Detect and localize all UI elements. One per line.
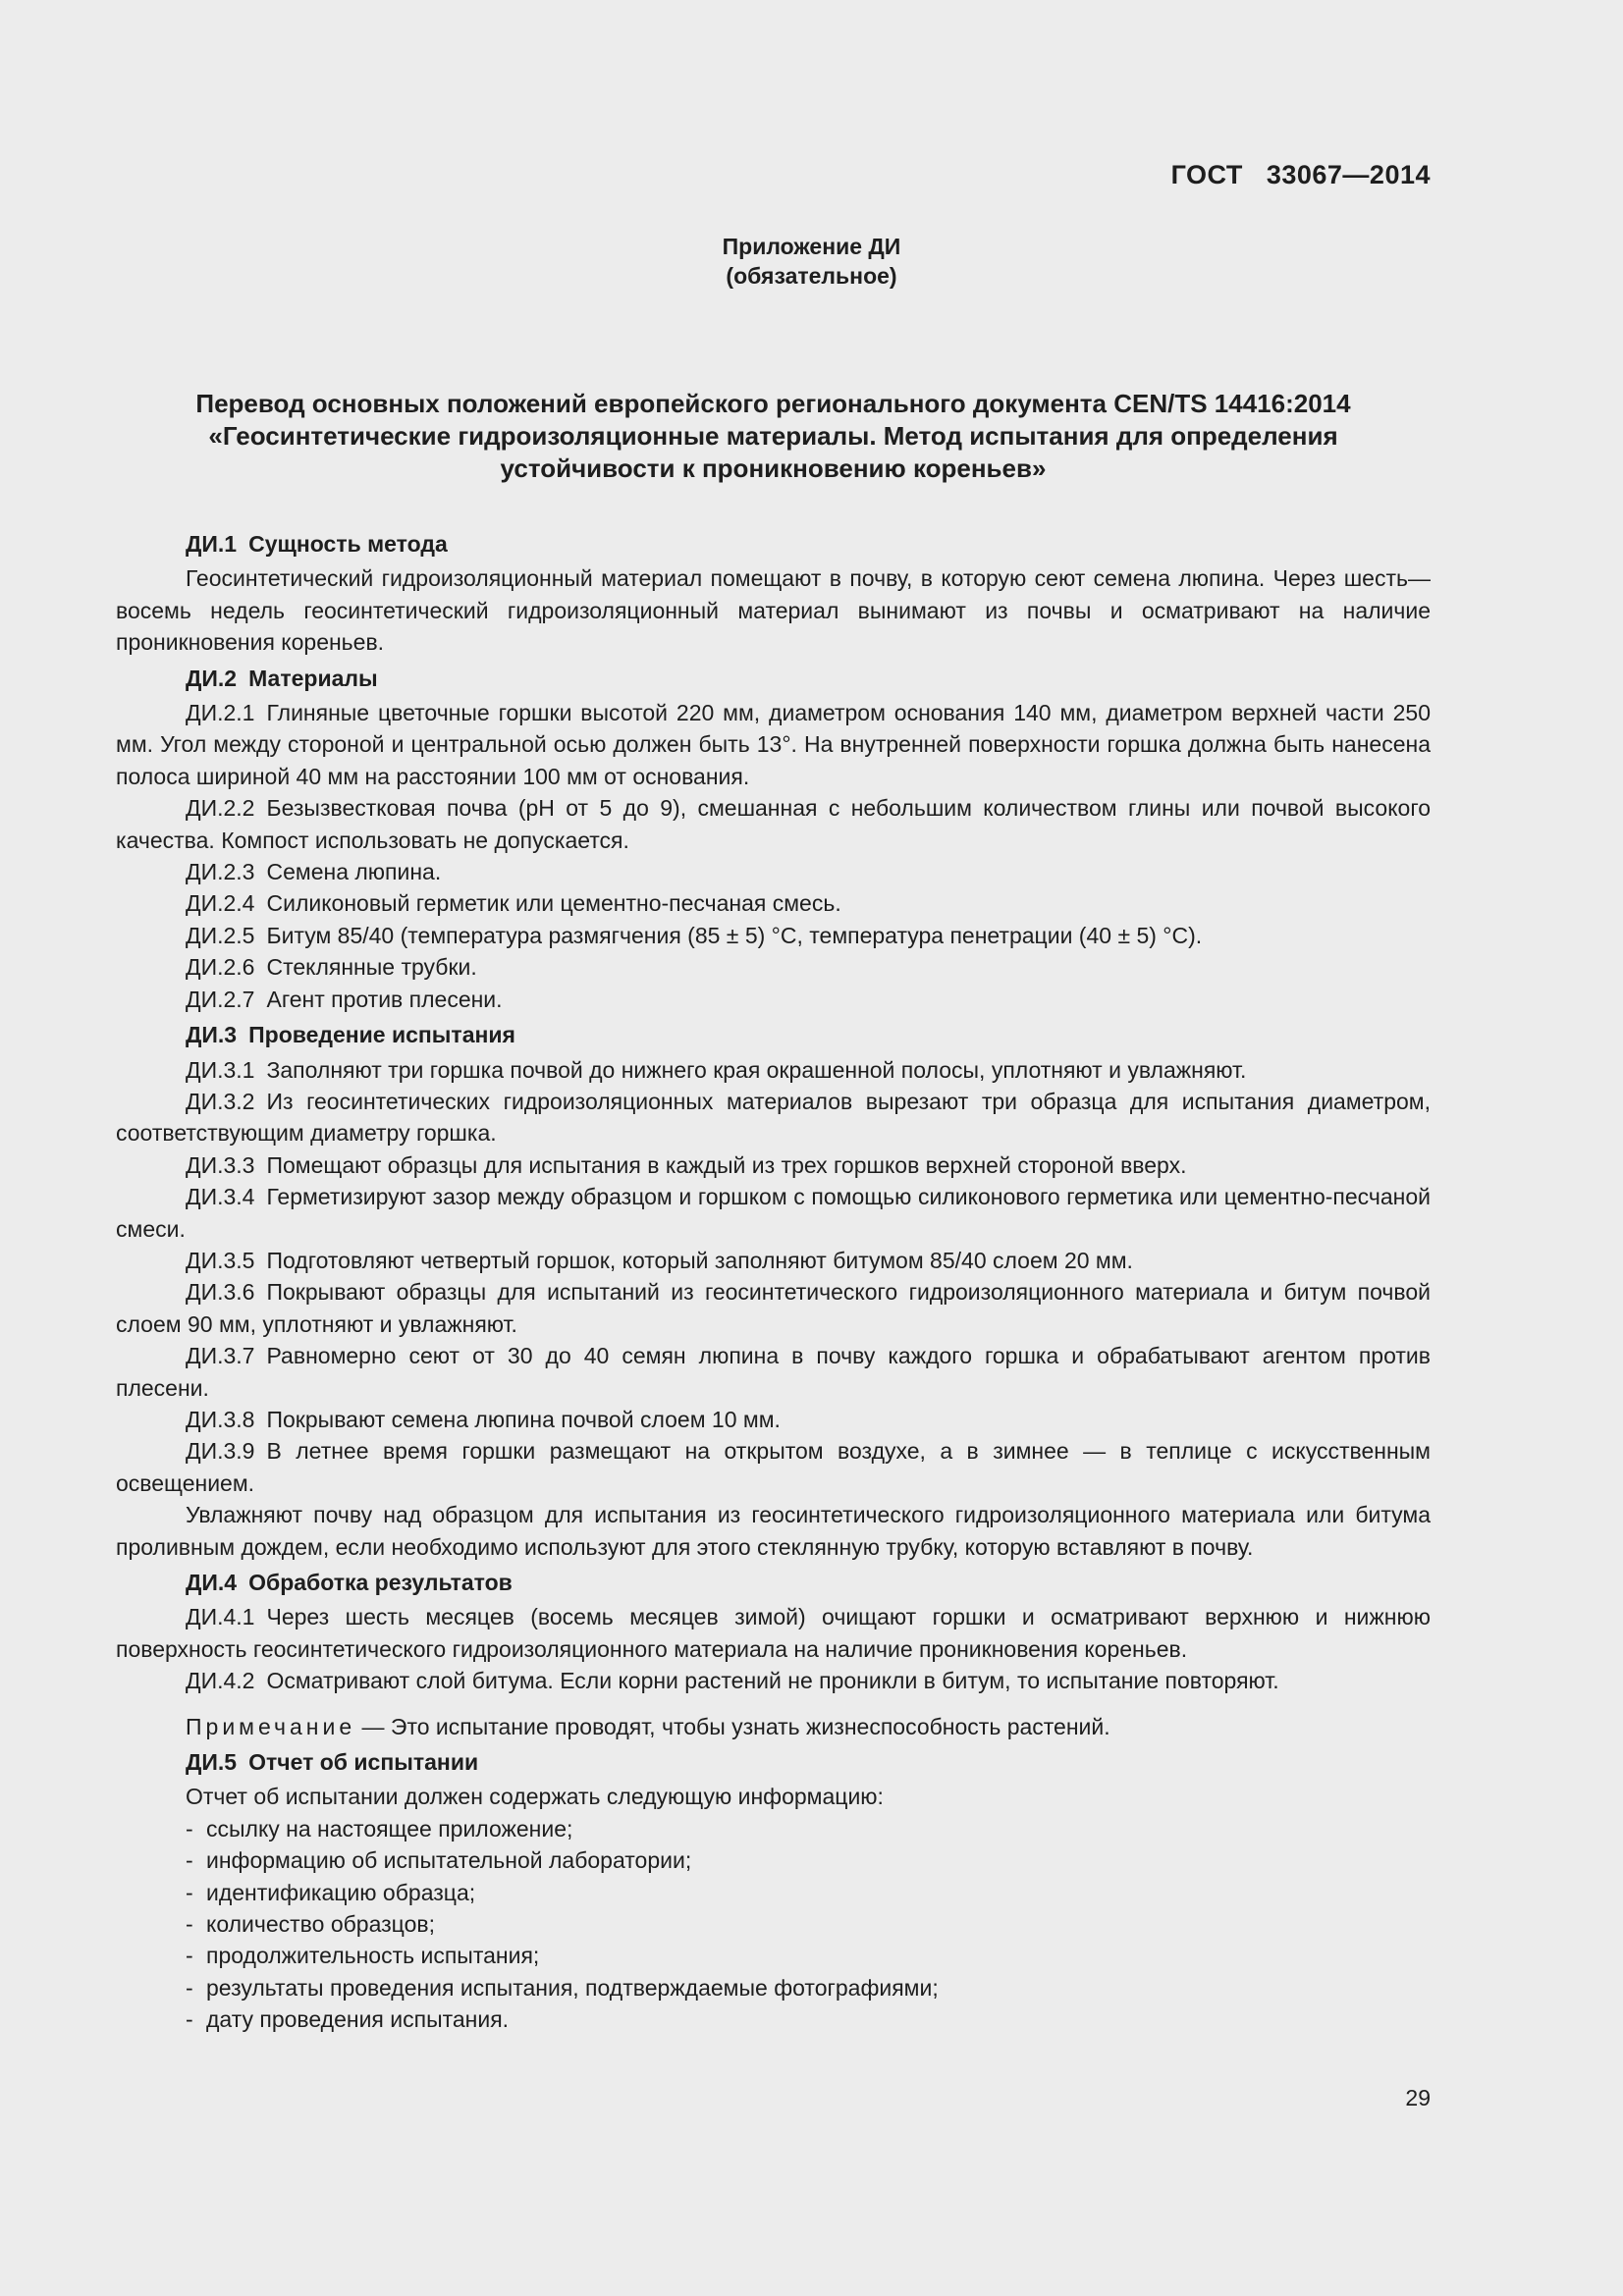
clause: ДИ.2.7 Агент против плесени. xyxy=(186,986,503,1012)
clause: ДИ.3.4 Герметизируют зазор между образцом и горшком с помощью силиконового герметика или цементно-песчаной смеси. xyxy=(116,1184,1431,1242)
clause: ДИ.3.6 Покрывают образцы для испытаний из геосинтетического гидроизоляционного материала и битум почвой слоем 90 мм, уплотняют и увлажняют. xyxy=(116,1279,1431,1337)
clause: ДИ.3.3 Помещают образцы для испытания в каждый из трех горшков верхней стороной вверх. xyxy=(186,1151,1187,1178)
list-item: - количество образцов; xyxy=(186,1911,435,1938)
section-heading: ДИ.3 Проведение испытания xyxy=(186,1022,515,1048)
clause: ДИ.3.7 Равномерно сеют от 30 до 40 семян люпина в почву каждого горшка и обрабатывают агентом против плесени. xyxy=(116,1343,1431,1401)
paragraph: Геосинтетический гидроизоляционный материал помещают в почву, в которую сеют семена люпина. Через шесть—восемь недель геосинтетический гидроизоляционный материал вынимают из почвы и осматривают на наличие проникновения кореньев. xyxy=(116,565,1431,656)
document-code: ГОСТ 33067—2014 xyxy=(1170,160,1431,189)
list-item: - продолжительность испытания; xyxy=(186,1943,540,1969)
clause: ДИ.3.9 В летнее время горшки размещают на открытом воздухе, а в зимнее — в теплице с искусственным освещением. xyxy=(116,1438,1431,1496)
clause: ДИ.2.1 Глиняные цветочные горшки высотой 220 мм, диаметром основания 140 мм, диаметром верхней части 250 мм. Угол между стороной и центральной осью должен быть 13°. На внутренней поверхности горшка должна быть нанесена полоса шириной 40 мм на расстоянии 100 мм от основания. xyxy=(116,700,1431,789)
title-line: устойчивости к проникновению кореньев» xyxy=(500,454,1047,483)
clause: ДИ.3.8 Покрывают семена люпина почвой слоем 10 мм. xyxy=(186,1406,781,1432)
list-item: - идентификацию образца; xyxy=(186,1879,476,1905)
list-item: - результаты проведения испытания, подтверждаемые фотографиями; xyxy=(186,1974,939,2001)
annex-heading xyxy=(0,232,1623,291)
clause: ДИ.2.2 Безызвестковая почва (pH от 5 до 9), смешанная с небольшим количеством глины или почвой высокого качества. Компост использовать не допускается. xyxy=(116,795,1431,853)
clause: ДИ.2.5 Битум 85/40 (температура размягчения (85 ± 5) °С, температура пенетрации (40 ± 5) °С). xyxy=(186,922,1203,948)
list-item: - информацию об испытательной лаборатории; xyxy=(186,1847,692,1874)
annex-title: Приложение ДИ xyxy=(722,234,901,259)
clause: ДИ.4.1 Через шесть месяцев (восемь месяцев зимой) очищают горшки и осматривают верхнюю и нижнюю поверхность геосинтетического гидроизоляционного материала на наличие проникновения кореньев. xyxy=(116,1604,1431,1662)
list-item: - ссылку на настоящее приложение; xyxy=(186,1815,573,1842)
clause: ДИ.3.1 Заполняют три горшка почвой до нижнего края окрашенной полосы, уплотняют и увлажняют. xyxy=(186,1056,1247,1083)
paragraph: Отчет об испытании должен содержать следующую информацию: xyxy=(186,1784,884,1810)
clause: ДИ.4.2 Осматривают слой битума. Если корни растений не проникли в битум, то испытание повторяют. xyxy=(186,1668,1279,1694)
title-line: «Геосинтетические гидроизоляционные материалы. Метод испытания для определения xyxy=(208,421,1338,451)
section-heading: ДИ.5 Отчет об испытании xyxy=(186,1749,479,1776)
title-line: Перевод основных положений европейского регионального документа CEN/TS 14416:2014 xyxy=(195,389,1351,418)
clause: ДИ.2.4 Силиконовый герметик или цементно-песчаная смесь. xyxy=(186,890,841,917)
paragraph: Увлажняют почву над образцом для испытания из геосинтетического гидроизоляционного материала или битума проливным дождем, если необходимо используют для этого стеклянную трубку, которую вставляют в почву. xyxy=(116,1502,1431,1560)
annex-status: (обязательное) xyxy=(726,263,897,289)
report-contents-list xyxy=(116,1813,1431,2036)
list-item: - дату проведения испытания. xyxy=(186,2006,510,2033)
section-heading: ДИ.4 Обработка результатов xyxy=(186,1570,513,1595)
clause: ДИ.2.6 Стеклянные трубки. xyxy=(186,954,477,981)
document-title xyxy=(116,388,1431,485)
section-heading: ДИ.2 Материалы xyxy=(186,665,378,691)
clause: ДИ.2.3 Семена люпина. xyxy=(186,859,442,885)
page-number: 29 xyxy=(1405,2085,1431,2110)
document-body xyxy=(116,528,1431,2036)
clause: ДИ.3.5 Подготовляют четвертый горшок, который заполняют битумом 85/40 слоем 20 мм. xyxy=(186,1247,1133,1273)
section-heading: ДИ.1 Сущность метода xyxy=(186,531,448,557)
note-label: Примечание xyxy=(186,1713,356,1739)
clause: ДИ.3.2 Из геосинтетических гидроизоляционных материалов вырезают три образца для испытания диаметром, соответствующим диаметру горшка. xyxy=(116,1088,1431,1147)
note xyxy=(116,1711,1431,1742)
note-text: — Это испытание проводят, чтобы узнать жизнеспособность растений. xyxy=(361,1713,1110,1739)
